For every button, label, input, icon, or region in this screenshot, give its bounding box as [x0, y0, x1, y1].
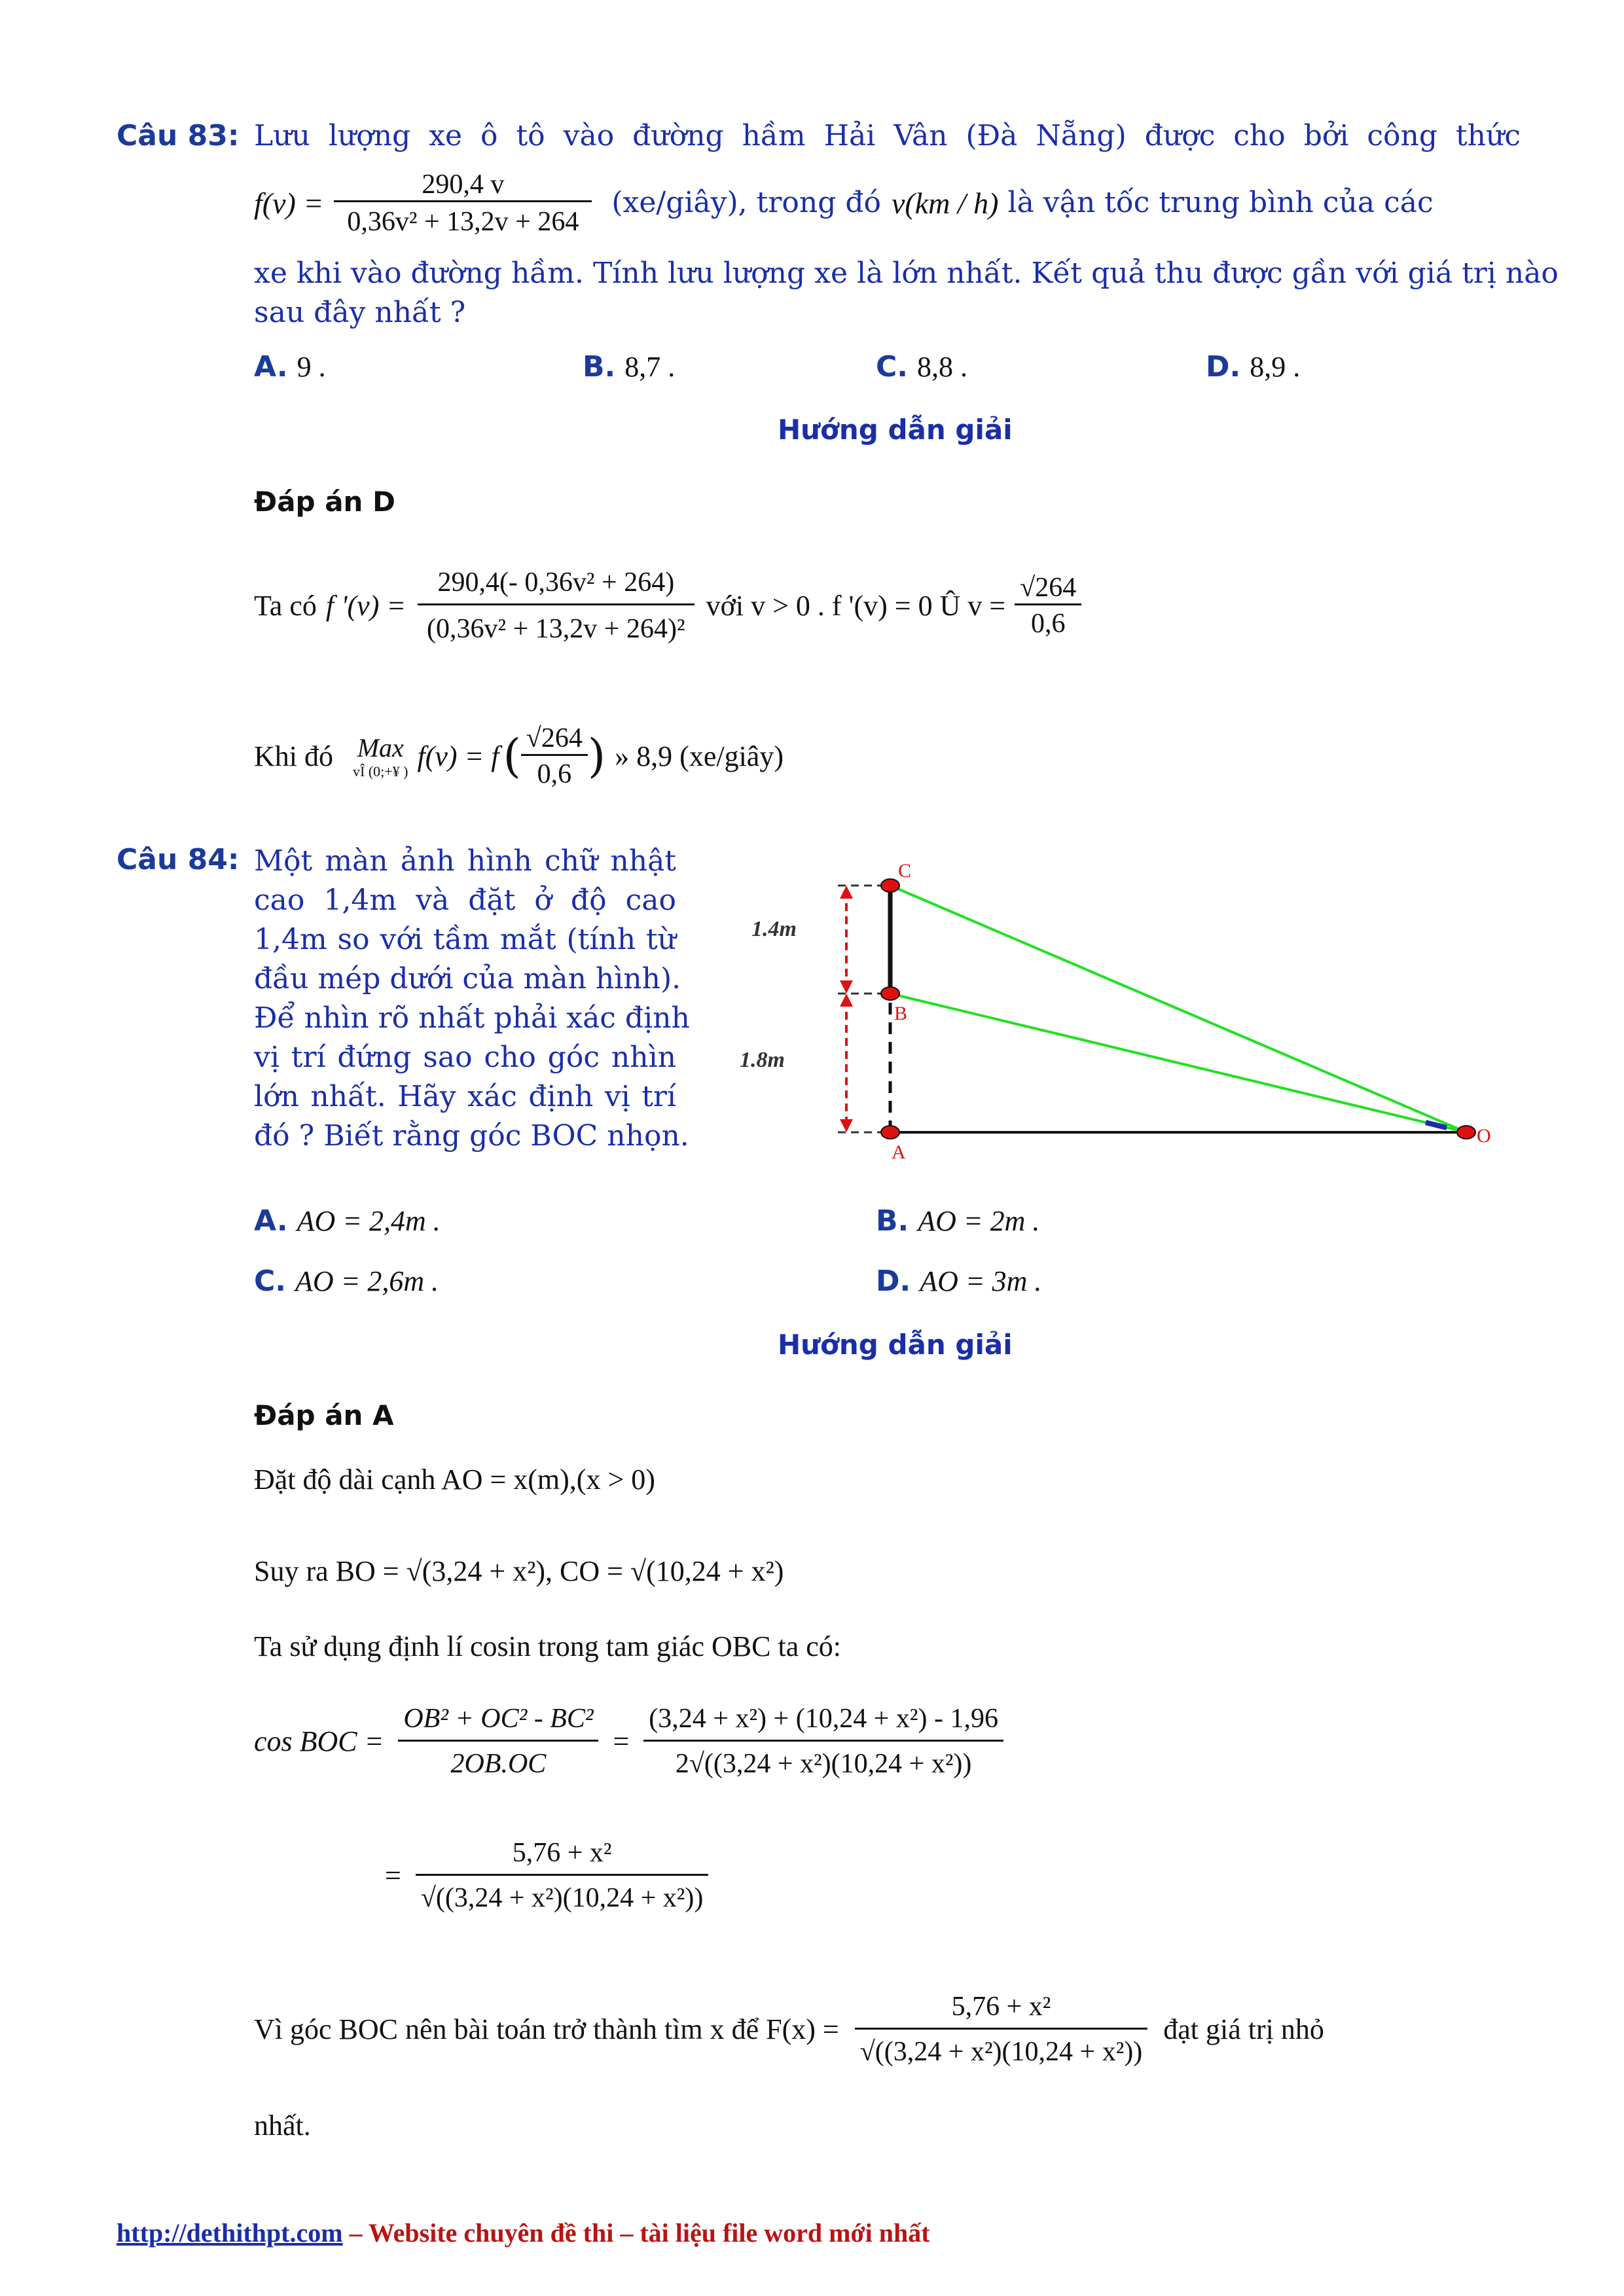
sol2-numerator: √264 — [526, 723, 583, 753]
point-label-o: O — [1477, 1125, 1491, 1147]
q84-figure — [727, 844, 1506, 1172]
q84-solution-step3: Ta sử dụng định lí cosin trong tam giác OBC ta có: — [254, 1630, 841, 1662]
option-letter: D. — [876, 1265, 911, 1298]
cos-numerator-2: (3,24 + x²) + (10,24 + x²) - 1,96 — [649, 1703, 998, 1734]
dim-lower-arrow-bottom — [840, 1119, 853, 1132]
q84-option-d[interactable] — [876, 1265, 1041, 1298]
equals-sign: = — [385, 1859, 401, 1892]
step4-numerator: 5,76 + x² — [951, 1991, 1051, 2022]
cos-numerator-1: OB² + OC² - BC² — [403, 1703, 594, 1734]
point-label-b: B — [894, 1003, 908, 1024]
formula-lhs: f(v) = — [254, 186, 324, 220]
q84-line: cao 1,4m và đặt ở độ cao — [254, 884, 676, 917]
point-label-a: A — [892, 1141, 906, 1163]
question-84-label: Câu 84: — [117, 843, 240, 876]
cos-numerator-3: 5,76 + x² — [512, 1837, 612, 1868]
sol2-fraction — [521, 723, 588, 790]
q84-line: 1,4m so với tầm mắt (tính từ — [254, 923, 676, 956]
formula-denominator: 0,36v² + 13,2v + 264 — [334, 200, 592, 238]
step4-suffix: đạt giá trị nhỏ — [1163, 2013, 1324, 2045]
cos-denominator-3: √((3,24 + x²)(10,24 + x²)) — [416, 1874, 709, 1914]
sol1-fraction — [418, 567, 695, 645]
sol2-result: » 8,9 (xe/giây) — [615, 740, 784, 772]
q84-line: Một màn ảnh hình chữ nhật — [254, 844, 676, 878]
option-letter: A. — [254, 350, 288, 384]
cos-denominator-1: 2OB.OC — [398, 1740, 598, 1780]
sol2-max-subscript: vÎ (0;+¥ ) — [353, 762, 408, 780]
step4-denominator: √((3,24 + x²)(10,24 + x²)) — [855, 2028, 1148, 2068]
sol1-root-denominator: 0,6 — [1015, 603, 1081, 639]
dim-lower-arrow-top — [840, 994, 853, 1007]
dim-upper-arrow-bottom — [840, 980, 853, 994]
point-o — [1457, 1126, 1475, 1139]
cos-denominator-2: 2√((3,24 + x²)(10,24 + x²)) — [643, 1740, 1003, 1780]
formula-fraction — [334, 169, 592, 238]
q83-option-d[interactable] — [1206, 350, 1300, 384]
sol2-prefix: Khi đó — [254, 740, 333, 772]
q84-option-c[interactable] — [254, 1265, 439, 1298]
q84-solution-step5: nhất. — [254, 2109, 311, 2142]
question-83-line4: sau đây nhất ? — [254, 296, 466, 329]
left-paren: ( — [503, 729, 521, 783]
q84-solution-step1: Đặt độ dài cạnh AO = x(m),(x > 0) — [254, 1463, 655, 1496]
unit-text-after: là vận tốc trung bình của các — [1007, 186, 1434, 219]
q84-option-b[interactable] — [876, 1204, 1039, 1238]
option-value: 8,9 . — [1250, 351, 1301, 383]
q83-option-c[interactable] — [876, 350, 967, 384]
line-oc — [890, 886, 1466, 1132]
q84-line: vị trí đứng sao cho góc nhìn — [254, 1041, 676, 1074]
q84-line: Để nhìn rõ nhất phải xác định — [254, 1001, 690, 1035]
point-label-c: C — [898, 860, 912, 882]
q84-answer: Đáp án A — [254, 1399, 394, 1431]
q83-solution-line2 — [254, 704, 784, 808]
option-letter: B. — [876, 1204, 909, 1238]
right-paren: ) — [587, 729, 606, 783]
equals-sign: = — [613, 1725, 630, 1757]
q84-solution-step2: Suy ra BO = √(3,24 + x²), CO = √(10,24 + x²) — [254, 1555, 784, 1587]
sol1-root-numerator: √264 — [1020, 572, 1077, 603]
step4-prefix: Vì góc BOC nên bài toán trở thành tìm x để F(x) = — [254, 2013, 839, 2045]
option-value: 8,8 . — [917, 351, 968, 383]
q84-guide-heading: Hướng dẫn giải — [778, 1329, 1013, 1361]
velocity-unit: v(km / h) — [892, 186, 999, 220]
option-letter: C. — [876, 350, 909, 384]
option-value: 8,7 . — [624, 351, 676, 383]
footer-link[interactable]: http://dethithpt.com — [117, 2218, 343, 2248]
sol2-max-word: Max — [357, 732, 404, 762]
option-value: AO = 3m . — [920, 1265, 1042, 1297]
cos-fraction-1 — [398, 1703, 598, 1780]
option-letter: D. — [1206, 350, 1241, 384]
cos-lhs: cos BOC = — [254, 1725, 384, 1757]
option-letter: B. — [583, 350, 616, 384]
dim-upper-arrow-top — [840, 886, 853, 899]
option-value: 9 . — [297, 351, 326, 383]
line-ob — [890, 994, 1466, 1132]
option-letter: A. — [254, 1204, 288, 1238]
sol2-expression: f(v) = f — [417, 740, 499, 772]
cosine-formula-line1 — [254, 1682, 1003, 1800]
label-upper: 1.4m — [751, 917, 797, 941]
cos-fraction-2 — [643, 1703, 1003, 1780]
q83-option-a[interactable] — [254, 350, 326, 384]
sol1-numerator: 290,4(- 0,36v² + 264) — [437, 567, 675, 598]
point-b — [881, 987, 899, 1000]
point-c — [881, 879, 899, 892]
option-value: AO = 2m . — [918, 1205, 1040, 1237]
cosine-formula-line2 — [385, 1816, 708, 1934]
q83-answer: Đáp án D — [254, 486, 395, 518]
label-lower: 1.8m — [740, 1048, 785, 1072]
point-a — [881, 1126, 899, 1139]
sol1-root-fraction — [1015, 572, 1081, 639]
question-83-label: Câu 83: — [117, 119, 240, 152]
q84-solution-step4 — [254, 1970, 1521, 2088]
formula-numerator: 290,4 v — [422, 169, 505, 200]
sol1-prefix: Ta có — [254, 589, 317, 622]
q84-line: đầu mép dưới của màn hình). — [254, 962, 681, 996]
sol1-denominator: (0,36v² + 13,2v + 264)² — [418, 603, 695, 645]
step4-fraction — [855, 1991, 1148, 2068]
page-footer — [117, 2217, 930, 2248]
sol1-lhs: f '(v) = — [325, 589, 406, 622]
question-83-line3: xe khi vào đường hầm. Tính lưu lượng xe là lớn nhất. Kết quả thu được gần với giá trị nào — [254, 257, 1559, 290]
sol2-max — [353, 732, 408, 780]
q83-guide-heading: Hướng dẫn giải — [778, 414, 1013, 446]
question-83-formula — [254, 157, 1434, 249]
unit-text: (xe/giây), trong đó — [611, 186, 882, 219]
option-value: AO = 2,4m . — [297, 1205, 441, 1237]
sol1-middle: với v > 0 . f '(v) = 0 Û v = — [706, 589, 1006, 622]
option-letter: C. — [254, 1265, 287, 1298]
question-83-line1: Lưu lượng xe ô tô vào đường hầm Hải Vân (Đà Nẵng) được cho bởi công thức — [254, 119, 1521, 152]
q83-solution-line1 — [254, 543, 1081, 668]
sol2-denominator: 0,6 — [521, 754, 588, 790]
cos-fraction-3 — [416, 1837, 709, 1914]
q84-line: đó ? Biết rằng góc BOC nhọn. — [254, 1119, 689, 1153]
q83-option-b[interactable] — [583, 350, 675, 384]
question-84-text — [254, 842, 690, 1156]
footer-text: – Website chuyên đề thi – tài liệu file word mới nhất — [342, 2218, 930, 2248]
q84-option-a[interactable] — [254, 1204, 441, 1238]
option-value: AO = 2,6m . — [295, 1265, 439, 1297]
q84-line: lớn nhất. Hãy xác định vị trí — [254, 1080, 676, 1113]
